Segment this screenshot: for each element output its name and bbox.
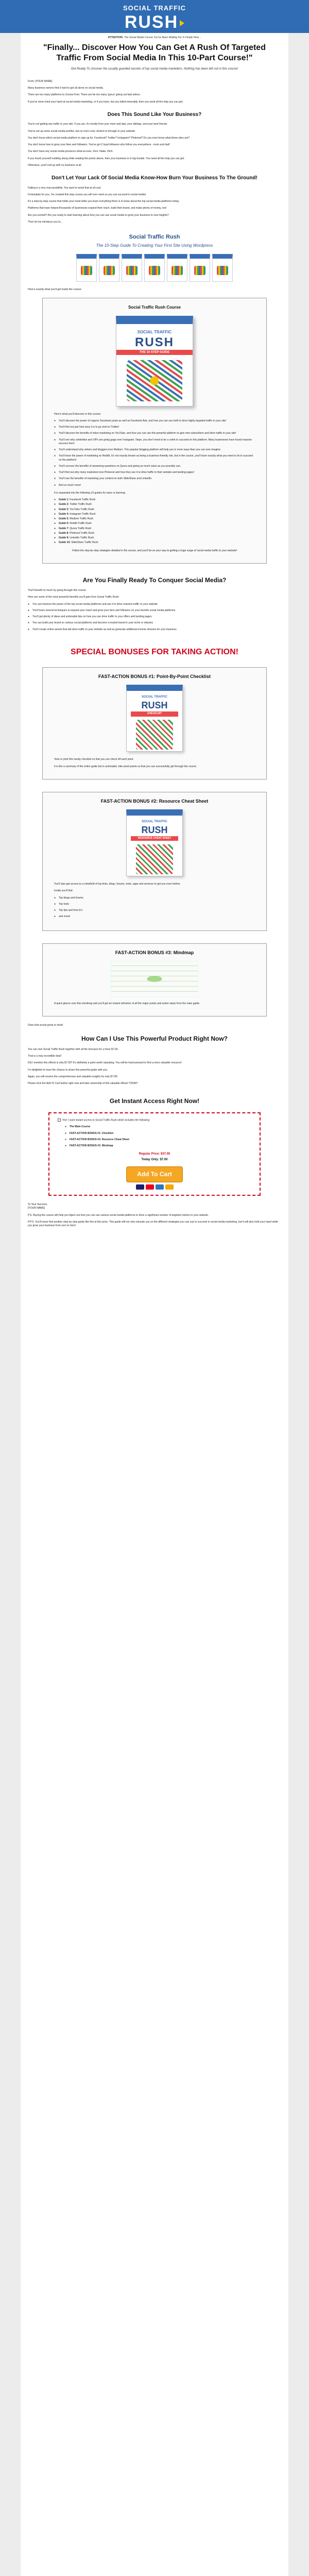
visa-card-icon xyxy=(136,1184,144,1190)
order-item: The Main Course xyxy=(70,1125,91,1129)
book-icon xyxy=(76,254,97,282)
bonus-box-2 xyxy=(42,792,267,931)
guide-item xyxy=(54,532,255,535)
product-name: Social Traffic Rush xyxy=(129,234,180,241)
section-title-dont-let: Don't Let Your Lack Of Social Media Know-How Burn Your Business To The Ground! xyxy=(52,175,258,181)
guide-number: Guide 9: xyxy=(59,536,70,540)
guide-number: Guide 7: xyxy=(59,527,70,530)
list-item: ● Top tools xyxy=(54,903,255,906)
cheat-sheet-cover-image xyxy=(126,809,183,876)
logo-big-text xyxy=(0,13,309,31)
intro-paragraph: If you've never tried your hand at social media marketing, or if you have, but you failed miserably, then you need all the help you can get. xyxy=(28,100,183,104)
attention-line xyxy=(28,36,281,40)
order-box xyxy=(48,1112,261,1196)
body-paragraph: Did I mention this eBook is only $7.00? It's definitely a point worth repeating. You will be hard-pressed to find a more valuable resource! xyxy=(28,1061,182,1065)
logo-top-text: SOCIAL TRAFFIC xyxy=(123,4,186,12)
order-confirm-line xyxy=(58,1118,251,1123)
guide-number: Guide 1: xyxy=(59,498,70,502)
section-title-sound-like: Does This Sound Like Your Business? xyxy=(107,111,202,117)
list-item: ● Top blogs and forums xyxy=(54,896,255,900)
cover-art xyxy=(127,360,182,401)
cover-top-text: SOCIAL TRAFFIC xyxy=(137,329,172,334)
course-cover-image xyxy=(116,316,193,406)
bonus-2-text: You'll also get access to a minefield of top links, blogs, forums, tools, apps and services to get you even further. xyxy=(54,883,181,886)
book-icon xyxy=(167,254,187,282)
body-paragraph: Again, you will receive the comprehensive and valuable insights for only $7.00! xyxy=(28,1075,118,1078)
body-paragraph: That is a truly incredible deal! xyxy=(28,1055,62,1058)
list-item: ● You'll uncover the benefits of answering questions on Quora and giving as much value as you possibly can. xyxy=(54,465,255,468)
guide-name: Quora Traffic Rush xyxy=(70,527,92,530)
list-item: ● Top tips and how to's xyxy=(54,909,255,912)
cover-band-text: THE 10 STEP GUIDE xyxy=(116,350,193,355)
book-icon xyxy=(190,254,210,282)
body-paragraph: You've set up some social media profiles, but no one's ever clicked on through to your website. xyxy=(28,129,136,133)
list-item: ● You'll get plenty of ideas and actionable tips on how you can drive traffic to your offers and landing pages xyxy=(28,615,281,619)
list-item: ● You'll find out just how easy it is to go viral on Twitter! xyxy=(54,426,255,429)
section-title-how-use: How Can I Use This Powerful Product Right Now? xyxy=(81,1035,228,1043)
guide-name: YouTube Traffic Rush xyxy=(70,507,94,511)
bonus-3-title: FAST-ACTION BONUS #3: Mindmap xyxy=(115,950,194,955)
guide-name: LinkedIn Traffic Rush xyxy=(70,536,94,540)
list-item xyxy=(65,1144,251,1148)
guide-name: SlideShare Traffic Rush xyxy=(71,541,98,545)
guide-number: Guide 8: xyxy=(59,531,70,535)
guide-name: Instagram Traffic Rush xyxy=(70,512,96,516)
body-paragraph: You don't have any social media presence what-so-ever. Zero. Nada. Zilch. xyxy=(28,150,113,154)
bonus-2-title: FAST-ACTION BONUS #2: Resource Cheat Sheet xyxy=(100,798,209,804)
cover-top-text: SOCIAL TRAFFIC xyxy=(142,820,167,824)
attention-text: The Social Media Course You've Been Waiting For Is Finally Here... xyxy=(124,36,201,39)
guide-item xyxy=(54,527,255,531)
order-title: Get Instant Access Right Now! xyxy=(109,1097,200,1105)
guide-item xyxy=(54,536,255,540)
guide-name: Pinterest Traffic Rush xyxy=(70,531,95,535)
list-item: ● You'll discover the benefits of video marketing on YouTube, and how you can use this powerful platform to gain new subscribers and drive traffic to your site! xyxy=(54,432,255,435)
body-paragraph: It's a step-by-step course that holds your hand while you learn everything there is to know about the top social media platforms today. xyxy=(28,200,180,204)
cover-art xyxy=(136,720,173,750)
checklist-cover-image xyxy=(126,685,183,752)
mindmap-image xyxy=(111,961,198,997)
body-paragraph: Failing is a very real possibility. You want to avoid that at all cost. xyxy=(28,186,101,190)
body-paragraph: You don't know which social media platform to sign up for. Facebook? Twitter? Instagram? Pinterest? Do you even know what these sites are? xyxy=(28,136,190,140)
list-item xyxy=(65,1132,251,1136)
product-tagline: The 10-Step Guide To Creating Your First Site Using Wordpress xyxy=(96,243,213,248)
checkbox[interactable] xyxy=(58,1118,61,1122)
pps-paragraph: P.P.S. You'll never find another step-by-step guide like this at this price. This guide will not only educate you on the different strategies you can use to succeed in social media marketing, but it will also hold your hand while you grow your business from zero to hero! xyxy=(28,1220,278,1228)
bonus-2-list xyxy=(54,896,255,919)
book-icon xyxy=(99,254,119,282)
guide-number: Guide 3: xyxy=(59,507,70,511)
cover-band-text: RESOURCE CHEAT SHEET xyxy=(131,836,178,841)
arrow-icon xyxy=(180,20,184,26)
body-paragraph: If you found yourself nodding along while reading the points above, then your business is in big trouble. You need all the help you can get. xyxy=(28,157,185,160)
course-benefits-list xyxy=(54,419,255,487)
signoff-line: To Your Success, xyxy=(28,1203,48,1207)
body-paragraph: You're not getting any traffic to your site. If you are, it's mostly from your mom and dad, your siblings, and your best friends. xyxy=(28,123,168,126)
benefits-list xyxy=(28,603,281,632)
order-item: FAST-ACTION BONUS #3: Mindmap xyxy=(70,1144,113,1148)
list-item: ● You'll learn several techniques to expand your reach and grow your fans and followers on your favorite social media platforms xyxy=(28,609,281,613)
signoff-name: [YOUR NAME] xyxy=(28,1207,45,1210)
lead-line: Does that sound great or what! xyxy=(28,1024,63,1027)
discover-card-icon xyxy=(165,1184,174,1190)
subheadline: Get Ready To Uncover the usually guarded secrets of top social media marketers. Nothing has been left out in this course! xyxy=(71,67,238,71)
guide-item xyxy=(54,498,255,502)
body-paragraph: You don't know how to grow your likes and followers. You've got 2 loyal followers who follow you everywhere - mom and dad! xyxy=(28,143,170,147)
add-to-cart-button[interactable]: Add To Cart xyxy=(126,1166,183,1182)
list-item: ● You'll see the benefits of marketing your content on both SlideShare and LinkedIn. xyxy=(54,477,255,481)
cover-band-text: CHECKLIST xyxy=(131,711,178,716)
guide-item xyxy=(54,522,255,526)
list-item: ● You'll see why celebrities and VIPs are going gaga over Instagram. Nope, you don't need to be a celeb to succeed on this platform. Many businesses have found massive success here! xyxy=(54,438,255,446)
inside-label: Here's exactly what you'll get inside the course: xyxy=(28,287,82,291)
section-title-conquer: Are You Finally Ready To Conquer Social Media? xyxy=(82,576,227,584)
book-icon xyxy=(212,254,233,282)
bonus-2-inside-label: Inside you'll find: xyxy=(54,889,73,893)
body-paragraph: Fortunately for you, I've created this step course you will ever need so you can succeed in social media! xyxy=(28,193,146,196)
guide-item xyxy=(54,517,255,521)
bonus-box-1 xyxy=(42,667,267,779)
regular-price: Regular Price: $37.00 xyxy=(139,1153,170,1156)
guide-number: Guide 4: xyxy=(59,512,70,516)
intro-paragraph: Many business owners find it hard to get all alone on social media. xyxy=(28,87,104,90)
order-item: FAST-ACTION BONUS #2: Resource Cheat Sheet xyxy=(70,1138,129,1141)
bonus-1-title: FAST-ACTION BONUS #1: Point-By-Point Checklist xyxy=(98,674,211,680)
product-bundle-image xyxy=(28,254,281,282)
today-price: Today Only: $7.00 xyxy=(141,1158,168,1161)
guide-item xyxy=(54,508,255,512)
course-box xyxy=(42,298,267,564)
list-item: ● You'll discover the power of organic Facebook posts as well as Facebook Ads, and how you can use both to drive highly targeted traffic to your site! xyxy=(54,419,255,423)
guide-item xyxy=(54,503,255,506)
bonus-section-title: SPECIAL BONUSES FOR TAKING ACTION! xyxy=(71,647,238,656)
guide-name: Reddit Traffic Rush xyxy=(70,522,92,526)
guide-name: Medium Traffic Rush xyxy=(70,517,94,521)
guides-intro: It is separated into the following 10 guides for ease or learning: xyxy=(54,491,126,495)
header-banner xyxy=(0,0,309,33)
list-item: ● You'll understand why writers and bloggers love Medium. This popular blogging platform will help you in more ways than you can ever imagine. xyxy=(54,448,255,452)
order-item: FAST-ACTION BONUS #1: Checklist xyxy=(70,1131,114,1135)
guide-number: Guide 2: xyxy=(59,503,70,506)
headline: "Finally... Discover How You Can Get A Rush Of Targeted Traffic From Social Media In This 10-Part Course!" xyxy=(43,43,266,62)
logo xyxy=(0,4,309,31)
bonus-3-text: A quick glance over this mindmap and you'll get an instant refresher of all the major points and action steps from the main guide. xyxy=(54,1002,200,1005)
cover-big-text: RUSH xyxy=(141,700,168,711)
body-paragraph: You can own Social Traffic Rush together with all the bonuses for a mere $7.00. xyxy=(28,1047,118,1051)
book-icon xyxy=(122,254,142,282)
body-paragraph: Platforms that have helped thousands of businesses expand their reach, build their brand, and make plenty of money, too! xyxy=(28,207,167,210)
guide-name: Twitter Traffic Rush xyxy=(70,503,92,506)
payment-cards xyxy=(58,1184,251,1190)
body-paragraph: Here are some of the most powerful benefits you'll gain from Social Traffic Rush: xyxy=(28,596,119,599)
list-item: ● You'll create online assets that will drive traffic to your website as well as generate additional income streams for your business xyxy=(28,628,281,632)
body-paragraph: You'll benefit so much by going through this course. xyxy=(28,589,87,592)
bonus-1-text: It is like a summary of the entire guide but in actionable, bite-sized points so that you can successfully get through the course. xyxy=(54,765,197,768)
amex-card-icon xyxy=(156,1184,164,1190)
guide-item xyxy=(54,513,255,516)
body-paragraph: Otherwise, you'll end up with no business at all. xyxy=(28,163,82,167)
logo-rush-word: RUSH xyxy=(124,12,179,32)
order-items-list xyxy=(65,1125,251,1148)
guide-number: Guide 10: xyxy=(59,541,71,545)
book-icon xyxy=(144,254,165,282)
list-item xyxy=(65,1125,251,1129)
main-content xyxy=(21,33,288,2576)
mastercard-icon xyxy=(146,1184,154,1190)
cover-big-text: RUSH xyxy=(141,825,168,836)
list-item: ● and more! xyxy=(54,915,255,919)
course-box-title: Social Traffic Rush Course xyxy=(128,305,181,310)
body-paragraph: I'm delighted to have the chance to share this powerful guide with you. xyxy=(28,1068,108,1072)
list-item: ● You'll learn the power of marketing on Reddit. It's not exactly known as being a business-friendly site, but in the course, you'll learn exactly what you need to do to succeed on the platform! xyxy=(54,454,255,462)
cover-big-text: RUSH xyxy=(134,335,174,349)
signoff xyxy=(28,1203,281,1228)
list-item: ● You'll find out why many marketers love Pinterest and how they use it to drive traffic to their website and landing pages! xyxy=(54,471,255,474)
guide-item xyxy=(54,541,255,545)
attention-label: ATTENTION: xyxy=(108,36,124,39)
cover-top-text: SOCIAL TRAFFIC xyxy=(142,696,167,699)
guides-list xyxy=(54,498,255,545)
ps-paragraph: P.S. Buying the course will help you figure out how you can use various social media platforms to drive a significant number of targeted visitors to your website. xyxy=(28,1213,209,1217)
body-paragraph: Then let me introduce you to... xyxy=(28,220,63,224)
discover-label: Here's what you'll discover in this course: xyxy=(54,412,101,416)
body-paragraph: Are you excited? Are you ready to start learning about how you can use social media to grow your business to new heights? xyxy=(28,213,169,217)
guide-name: Facebook Traffic Rush xyxy=(70,498,96,502)
bonus-1-text: View or print this handy checklist so that you can check off each point. xyxy=(54,758,134,761)
guide-number: Guide 6: xyxy=(59,522,70,526)
guide-number: Guide 5: xyxy=(59,517,70,521)
list-item: ● You can harness the power of the top social media platforms and use it to drive massive traffic to your website xyxy=(28,603,281,606)
body-paragraph: Please click the Add To Cart button right now and take ownership of this valuable eBook TODAY! xyxy=(28,1082,138,1086)
course-closing: Follow the step-by-step strategies detailed in the course, and you'll be on your way to getting a huge surge of social media traffic to your website! xyxy=(72,549,237,552)
list-item xyxy=(65,1138,251,1142)
bonus-box-3 xyxy=(42,943,267,1017)
order-check-text: Yes! I want instant access to Social Traffic Rush which includes the following: xyxy=(62,1118,150,1122)
intro-paragraph: There are too many platforms to choose from. There are far too many 'gurus' giving out bad advice. xyxy=(28,93,141,97)
list-item: ● And so much more! xyxy=(54,484,255,487)
cover-art xyxy=(136,844,173,874)
list-item: ● You can build your brand on various social platforms and become a trusted brand in your niche or industry xyxy=(28,621,281,625)
intro-from: From: [YOUR NAME] xyxy=(28,79,53,83)
